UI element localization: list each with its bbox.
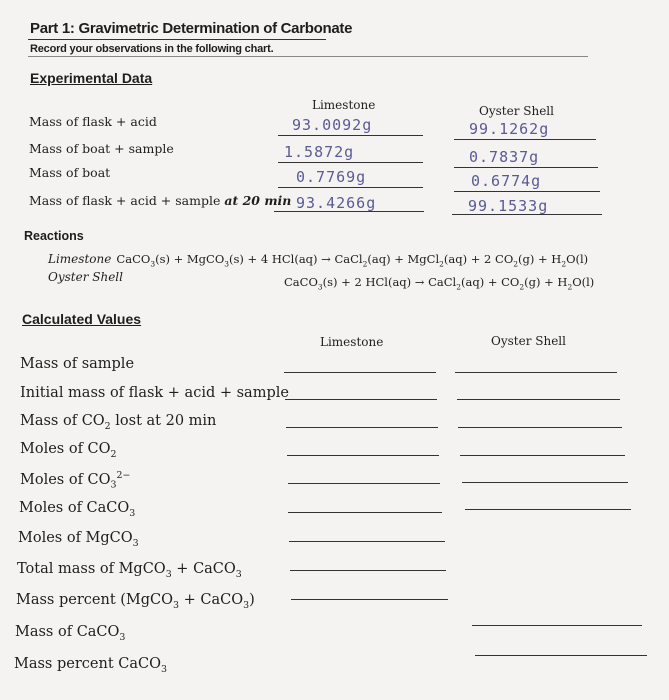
exp-value-limestone: 93.4266g — [296, 194, 377, 212]
exp-col-oyster: Oyster Shell — [479, 104, 554, 118]
answer-line — [462, 482, 628, 483]
answer-line — [454, 167, 598, 168]
answer-line — [288, 512, 442, 513]
answer-line — [274, 211, 424, 212]
exp-col-limestone: Limestone — [312, 98, 376, 112]
reactions-title: Reactions — [24, 229, 84, 243]
calc-row-label: Total mass of MgCO$_3$ + CaCO$_3$ — [17, 561, 242, 580]
calculated-values-title: Calculated Values — [22, 311, 142, 327]
answer-line — [472, 625, 642, 626]
answer-line — [278, 187, 423, 188]
reaction-oyster: CaCO$_3$(s) + 2 HCl(aq) → CaCl$_2$(aq) + $CO_2(g) + H_2O(l)$ — [284, 275, 595, 292]
answer-line — [284, 372, 436, 373]
title-rule — [28, 39, 326, 40]
calc-row-label: Mass of CaCO$_3$ — [15, 624, 126, 643]
exp-value-limestone: 0.7769g — [296, 168, 367, 186]
calc-col-oyster: Oyster Shell — [491, 334, 566, 348]
instructions-rule — [28, 56, 588, 57]
answer-line — [289, 541, 445, 542]
calc-row-label: Initial mass of flask + acid + sample — [20, 385, 289, 401]
exp-row-label: Mass of boat + sample — [29, 141, 174, 156]
answer-line — [457, 399, 620, 400]
calc-row-label: Mass of sample — [20, 356, 135, 372]
calc-row-label: Moles of $CO_2$ — [20, 441, 117, 460]
answer-line — [454, 139, 596, 140]
part-title: Part 1: Gravimetric Determination of Carbonate — [30, 20, 353, 37]
answer-line — [460, 455, 625, 456]
answer-line — [286, 427, 438, 428]
exp-value-limestone: 1.5872g — [284, 143, 355, 161]
exp-row-label: Mass of flask + acid — [29, 114, 157, 129]
answer-line — [452, 214, 602, 215]
exp-row-label: Mass of flask + acid + sample at 20 min — [29, 193, 292, 208]
answer-line — [287, 455, 439, 456]
answer-line — [288, 483, 440, 484]
calc-col-limestone: Limestone — [320, 335, 384, 349]
exp-value-oyster: 99.1533g — [468, 197, 549, 215]
answer-line — [285, 399, 437, 400]
calc-row-label: Mass of $CO_2$ lost at 20 min — [20, 413, 217, 432]
experimental-data-title: Experimental Data — [30, 70, 153, 86]
exp-value-limestone: 93.0092g — [292, 116, 373, 134]
answer-line — [454, 191, 600, 192]
answer-line — [455, 372, 617, 373]
calc-row-label: Moles of MgCO$_3$ — [18, 530, 139, 549]
answer-line — [278, 162, 423, 163]
answer-line — [458, 427, 622, 428]
answer-line — [290, 570, 446, 571]
calc-row-label: Mass percent (MgCO$_3$ + CaCO$_3$) — [16, 592, 255, 611]
calc-row-label: Moles of $CO_3^{2-}$ — [20, 470, 131, 491]
answer-line — [278, 135, 423, 136]
exp-value-oyster: 0.7837g — [469, 148, 540, 166]
exp-row-label: Mass of boat — [29, 165, 111, 180]
exp-value-oyster: 0.6774g — [471, 172, 542, 190]
answer-line — [291, 599, 448, 600]
exp-value-oyster: 99.1262g — [469, 120, 550, 138]
calc-row-label: Mass percent CaCO$_3$ — [14, 656, 167, 675]
calc-row-label: Moles of CaCO$_3$ — [19, 500, 136, 519]
answer-line — [475, 655, 647, 656]
answer-line — [465, 509, 631, 510]
reaction-limestone: Limestone CaCO$_3$(s) + MgCO$_3$(s) + 4 HCl(aq) → CaCl$_2$(aq) + MgCl$_2$(aq) + 2 $CO_2(g) + H_2O(l)$ — [48, 252, 589, 269]
instructions: Record your observations in the following chart. — [30, 43, 274, 55]
reaction-oyster-label: Oyster Shell — [48, 270, 123, 284]
